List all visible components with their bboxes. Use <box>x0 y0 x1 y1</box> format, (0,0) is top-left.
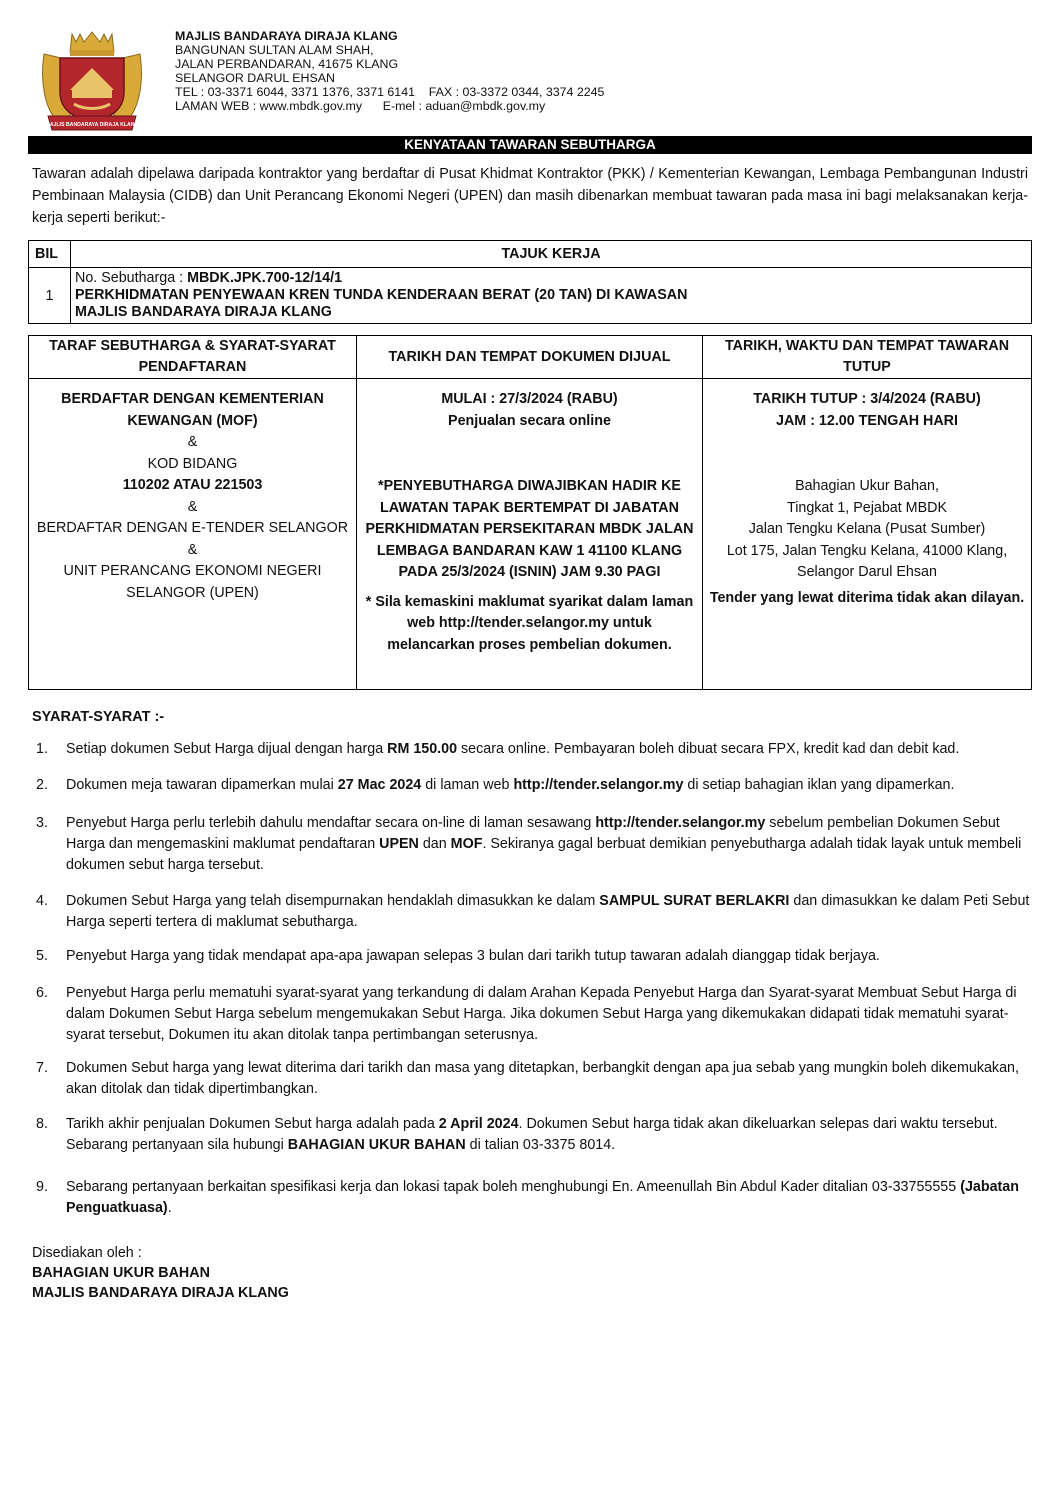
contact-web-email: LAMAN WEB : www.mbdk.gov.my E-mel : aduan@mbdk.gov.my <box>175 99 546 113</box>
sale-online-note: Penjualan secara online <box>448 412 611 429</box>
requirements-cell <box>29 379 357 690</box>
intro-paragraph: Tawaran adalah dipelawa daripada kontraktor yang berdaftar di Pusat Khidmat Kontraktor (PKK) / Kementerian Kewangan, Lembaga Pembangunan Industri Pembinaan Malaysia (CIDB) dan Unit Perancang Ekonomi Negeri (UPEN) dan masih dibenarkan membuat tawaran pada masa ini bagi melaksanakan kerja-kerja seperti berikut:- <box>32 166 1028 226</box>
prepared-by-block <box>32 1243 289 1303</box>
condition-item <box>36 891 1030 933</box>
condition-emphasis: 2 April 2024 <box>438 1116 519 1132</box>
req-mof: BERDAFTAR DENGAN KEMENTERIAN KEWANGAN (MOF) <box>61 391 324 429</box>
req-amp-2: & <box>187 498 198 515</box>
prepared-by-org: MAJLIS BANDARAYA DIRAJA KLANG <box>32 1285 289 1301</box>
condition-text: Dokumen Sebut Harga yang telah disempurnakan hendaklah dimasukkan ke dalam <box>66 893 600 909</box>
job-title-line-1: PERKHIDMATAN PENYEWAAN KREN TUNDA KENDERAAN BERAT (20 TAN) DI KAWASAN <box>75 287 688 303</box>
condition-number: 9. <box>36 1179 48 1195</box>
update-profile-note: * Sila kemaskini maklumat syarikat dalam laman web http://tender.selangor.my untuk melancarkan proses pembelian dokumen. <box>365 593 694 653</box>
tender-details-table <box>28 335 1032 690</box>
condition-item <box>36 775 1030 796</box>
condition-number: 6. <box>36 985 48 1001</box>
table-row <box>29 268 1032 324</box>
table-row <box>29 379 1032 690</box>
condition-item <box>36 946 1030 967</box>
notice-title-banner: KENYATAAN TAWARAN SEBUTHARGA <box>28 136 1032 154</box>
condition-text: Penyebut Harga perlu mematuhi syarat-syarat yang terkandung di dalam Arahan Kepada Penyebut Harga dan Syarat-syarat Membuat Sebut Harga di dalam Dokumen Sebut Harga sebelum mengemukakan Sebut Harga. Jika dokumen Sebut Harga yang dikemukakan didapati tidak mematuhi syarat-syarat tersebut, Dokumen itu akan ditolak tanpa pertimbangan seterusnya. <box>66 985 1017 1043</box>
req-upen: UNIT PERANCANG EKONOMI NEGERI SELANGOR (UPEN) <box>63 563 322 601</box>
col-requirements-header: TARAF SEBUTHARGA & SYARAT-SYARAT PENDAFTARAN <box>29 336 357 379</box>
condition-text: Dokumen Sebut harga yang lewat diterima dari tarikh dan masa yang ditetapkan, berbangkit dengan apa jua sebab yang mungkin boleh dikemukakan, akan ditolak dan tidak dipertimbangkan. <box>66 1060 1019 1097</box>
col-bil-header: BIL <box>29 241 71 268</box>
condition-item <box>36 813 1030 876</box>
condition-text: Dokumen meja tawaran dipamerkan mulai <box>66 777 338 793</box>
col-document-sale-header: TARIKH DAN TEMPAT DOKUMEN DIJUAL <box>357 336 703 379</box>
condition-item <box>36 983 1030 1046</box>
condition-item <box>36 1177 1030 1219</box>
condition-number: 1. <box>36 741 48 757</box>
col-tajuk-header: TAJUK KERJA <box>71 241 1032 268</box>
closing-address-4: Lot 175, Jalan Tengku Kelana, 41000 Klang, <box>726 542 1008 559</box>
req-etender: BERDAFTAR DENGAN E-TENDER SELANGOR <box>36 520 349 536</box>
condition-text: di laman web <box>421 777 514 793</box>
req-kod-bidang-label: KOD BIDANG <box>147 455 238 472</box>
col-closing-header: TARIKH, WAKTU DAN TEMPAT TAWARAN TUTUP <box>703 336 1032 379</box>
address-line-2: JALAN PERBANDARAN, 41675 KLANG <box>175 57 399 71</box>
closing-time: JAM : 12.00 TENGAH HARI <box>776 412 958 429</box>
condition-text: di setiap bahagian iklan yang dipamerkan. <box>683 777 955 793</box>
condition-text: Tarikh akhir penjualan Dokumen Sebut harga adalah pada <box>66 1116 439 1132</box>
closing-date: TARIKH TUTUP : 3/4/2024 (RABU) <box>753 391 981 407</box>
document-sale-cell <box>357 379 703 690</box>
job-description <box>71 268 1032 324</box>
condition-number: 2. <box>36 777 48 793</box>
job-title-line-2: MAJLIS BANDARAYA DIRAJA KLANG <box>75 304 332 320</box>
closing-address-1: Bahagian Ukur Bahan, <box>795 478 939 494</box>
condition-number: 3. <box>36 815 48 831</box>
condition-number: 5. <box>36 948 48 964</box>
condition-emphasis: MOF <box>450 836 483 852</box>
closing-address-2: Tingkat 1, Pejabat MBDK <box>787 499 947 516</box>
condition-text: Penyebut Harga yang tidak mendapat apa-apa jawapan selepas 3 bulan dari tarikh tutup tawaran adalah dianggap tidak berjaya. <box>66 948 880 964</box>
req-amp-3: & <box>187 541 198 558</box>
condition-emphasis: http://tender.selangor.my <box>595 815 766 831</box>
condition-text: di talian 03-3375 8014. <box>465 1137 616 1153</box>
org-name: MAJLIS BANDARAYA DIRAJA KLANG <box>175 29 398 43</box>
condition-item <box>36 739 1030 760</box>
condition-emphasis: http://tender.selangor.my <box>513 777 684 793</box>
crest-logo <box>40 30 144 132</box>
ref-label: No. Sebutharga : <box>75 270 188 286</box>
job-title-table <box>28 240 1032 324</box>
condition-emphasis: BAHAGIAN UKUR BAHAN <box>287 1137 466 1153</box>
condition-emphasis: SAMPUL SURAT BERLAKRI <box>599 893 790 909</box>
late-tender-note: Tender yang lewat diterima tidak akan dilayan. <box>709 589 1025 606</box>
contact-tel-fax: TEL : 03-3371 6044, 3371 1376, 3371 6141 FAX : 03-3372 0344, 3374 2245 <box>175 85 605 99</box>
crest-motto-text: MAJLIS BANDARAYA DIRAJA KLANG <box>45 122 139 128</box>
condition-item <box>36 1114 1030 1156</box>
condition-number: 4. <box>36 893 48 909</box>
prepared-by-dept: BAHAGIAN UKUR BAHAN <box>32 1265 210 1281</box>
condition-text: Penyebut Harga perlu terlebih dahulu mendaftar secara on-line di laman sesawang <box>66 815 596 831</box>
condition-emphasis: 27 Mac 2024 <box>337 777 422 793</box>
closing-address-5: Selangor Darul Ehsan <box>797 564 937 580</box>
ref-number: MBDK.JPK.700-12/14/1 <box>187 270 343 286</box>
condition-text: . <box>167 1200 172 1216</box>
condition-text: sebelum pembelian Dokumen Sebut Harga dan mengemaskini maklumat pendaftaran <box>66 815 1000 852</box>
req-amp-1: & <box>187 434 198 450</box>
address-line-1: BANGUNAN SULTAN ALAM SHAH, <box>175 43 374 57</box>
condition-text: Sebarang pertanyaan berkaitan spesifikasi kerja dan lokasi tapak boleh menghubungi En. Ameenullah Bin Abdul Kader ditalian 03-33755555 <box>66 1179 961 1195</box>
condition-text: . Sekiranya gagal berbuat demikian penyebutharga adalah tidak layak untuk membeli dokumen sebut harga tersebut. <box>66 836 1022 873</box>
condition-emphasis: UPEN <box>379 836 419 852</box>
condition-text: dan dimasukkan ke dalam Peti Sebut Harga seperti tertera di maklumat sebutharga. <box>66 893 1030 930</box>
req-kod-bidang-value: 110202 ATAU 221503 <box>122 477 263 493</box>
sale-start-date: MULAI : 27/3/2024 (RABU) <box>441 391 618 407</box>
condition-text: dan <box>418 836 451 852</box>
closing-address-3: Jalan Tengku Kelana (Pusat Sumber) <box>748 521 986 537</box>
condition-emphasis: RM 150.00 <box>387 741 458 757</box>
condition-number: 7. <box>36 1060 48 1076</box>
site-visit-notice: *PENYEBUTHARGA DIWAJIBKAN HADIR KE LAWATAN TAPAK BERTEMPAT DI JABATAN PERKHIDMATAN PERSEKITARAN MBDK JALAN LEMBAGA BANDARAN KAW 1 41100 KLANG PADA 25/3/2024 (ISNIN) JAM 9.30 PAGI <box>365 478 694 580</box>
conditions-title: SYARAT-SYARAT :- <box>32 709 165 725</box>
condition-emphasis: (Jabatan Penguatkuasa) <box>66 1179 1019 1216</box>
address-line-3: SELANGOR DARUL EHSAN <box>175 71 335 85</box>
letterhead <box>175 29 604 113</box>
closing-cell <box>703 379 1032 690</box>
condition-text: . Dokumen Sebut harga tidak akan dikeluarkan selepas dari waktu tersebut. Sebarang pertanyaan sila hubungi <box>66 1116 998 1153</box>
condition-text: Setiap dokumen Sebut Harga dijual dengan harga <box>66 741 388 757</box>
condition-number: 8. <box>36 1116 48 1132</box>
prepared-by-label: Disediakan oleh : <box>32 1245 142 1261</box>
condition-item <box>36 1058 1030 1100</box>
job-number: 1 <box>29 268 71 324</box>
condition-text: secara online. Pembayaran boleh dibuat secara FPX, kredit kad dan debit kad. <box>457 741 960 757</box>
